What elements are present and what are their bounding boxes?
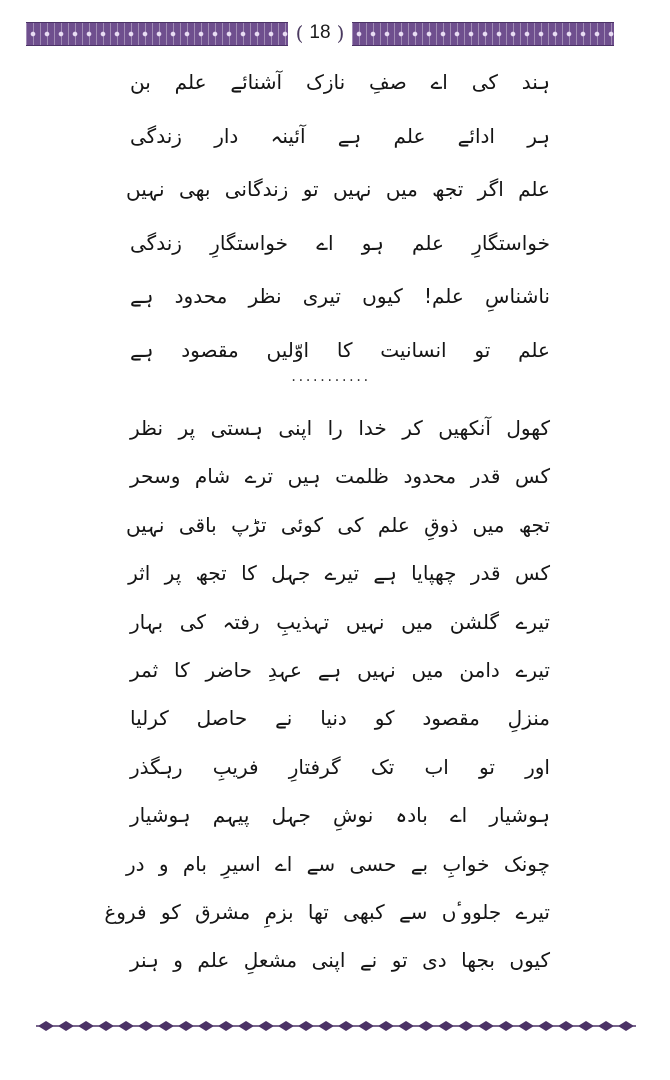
diamond-icon	[118, 1021, 134, 1031]
paren-right: )	[336, 21, 345, 45]
diamond-icon	[238, 1021, 254, 1031]
diamond-icon	[298, 1021, 314, 1031]
verse-line: تیرے جلووٴں سے کبھی تھا بزمِ مشرق کو فروغ	[104, 899, 550, 924]
diamond-icon	[578, 1021, 594, 1031]
diamond-icon	[418, 1021, 434, 1031]
diamond-icon	[38, 1021, 54, 1031]
verse-line: تیرے دامن میں نہیں ہے عہدِ حاضر کا ثمر	[130, 657, 550, 682]
section-separator: ...........	[290, 370, 370, 384]
verse-line: چونک خوابِ بے حسی سے اے اسیرِ بام و در	[125, 851, 550, 876]
footer-ornament-icon	[36, 1016, 636, 1036]
diamond-icon	[518, 1021, 534, 1031]
verse-line: علم اگر تجھ میں نہیں تو زندگانی بھی نہیں	[126, 177, 550, 201]
diamond-icon	[78, 1021, 94, 1031]
verse-line: کیوں بجھا دی تو نے اپنی مشعلِ علم و ہنر	[130, 948, 550, 973]
page-number: 18	[309, 22, 331, 43]
diamond-icon	[618, 1021, 634, 1031]
diamond-icon	[438, 1021, 454, 1031]
diamond-icon	[598, 1021, 614, 1031]
verse-line: علم تو انسانیت کا اوّلیں مقصود ہے	[130, 337, 550, 362]
verse-line: ہر ادائے علم ہے آئینہ دار زندگی	[130, 123, 550, 148]
diamond-icon	[158, 1021, 174, 1031]
header-ornament-left	[26, 22, 288, 46]
diamond-icon	[218, 1021, 234, 1031]
diamond-icon	[478, 1021, 494, 1031]
verse-line: ہند کی اے صفِ نازک آشنائے علم بن	[130, 70, 550, 94]
verse-line: خواستگارِ علم ہو اے خواستگارِ زندگی	[130, 230, 550, 255]
diamond-icon	[58, 1021, 74, 1031]
diamond-icon	[278, 1021, 294, 1031]
diamond-icon	[498, 1021, 514, 1031]
diamond-icon	[398, 1021, 414, 1031]
diamond-icon	[378, 1021, 394, 1031]
diamond-icon	[538, 1021, 554, 1031]
diamond-icon	[98, 1021, 114, 1031]
paren-left: (	[295, 21, 304, 45]
diamond-icon	[558, 1021, 574, 1031]
verse-line: ہوشیار اے بادہ نوشِ جہل پیہم ہوشیار	[130, 803, 550, 828]
verse-line: کس قدر محدود ظلمت ہیں ترے شام وسحر	[130, 464, 550, 489]
verse-line: تجھ میں ذوقِ علم کی کوئی تڑپ باقی نہیں	[125, 512, 550, 537]
diamond-icon	[338, 1021, 354, 1031]
stanza-2	[104, 404, 550, 985]
verse-line: کھول آنکھیں کر خدا را اپنی ہستی پر نظر	[130, 416, 550, 440]
diamond-icon	[178, 1021, 194, 1031]
diamond-icon	[318, 1021, 334, 1031]
diamond-icon	[458, 1021, 474, 1031]
diamond-icon	[198, 1021, 214, 1031]
verse-line: تیرے گلشن میں نہیں تہذیبِ رفتہ کی بہار	[130, 609, 550, 634]
stanza-1	[126, 56, 550, 377]
diamond-icon	[138, 1021, 154, 1031]
verse-line: منزلِ مقصود کو دنیا نے حاصل کرلیا	[130, 706, 550, 731]
diamond-icon	[258, 1021, 274, 1031]
page-number-box	[292, 20, 348, 46]
verse-line: کس قدر چھپایا ہے تیرے جہل کا تجھ پر اثر	[128, 561, 550, 586]
verse-line: ناشناسِ علم! کیوں تیری نظر محدود ہے	[130, 284, 550, 308]
diamond-icon	[358, 1021, 374, 1031]
verse-line: اور تو اب تک گرفتارِ فریبِ رہگذر	[130, 754, 550, 779]
header-ornament-right	[352, 22, 614, 46]
